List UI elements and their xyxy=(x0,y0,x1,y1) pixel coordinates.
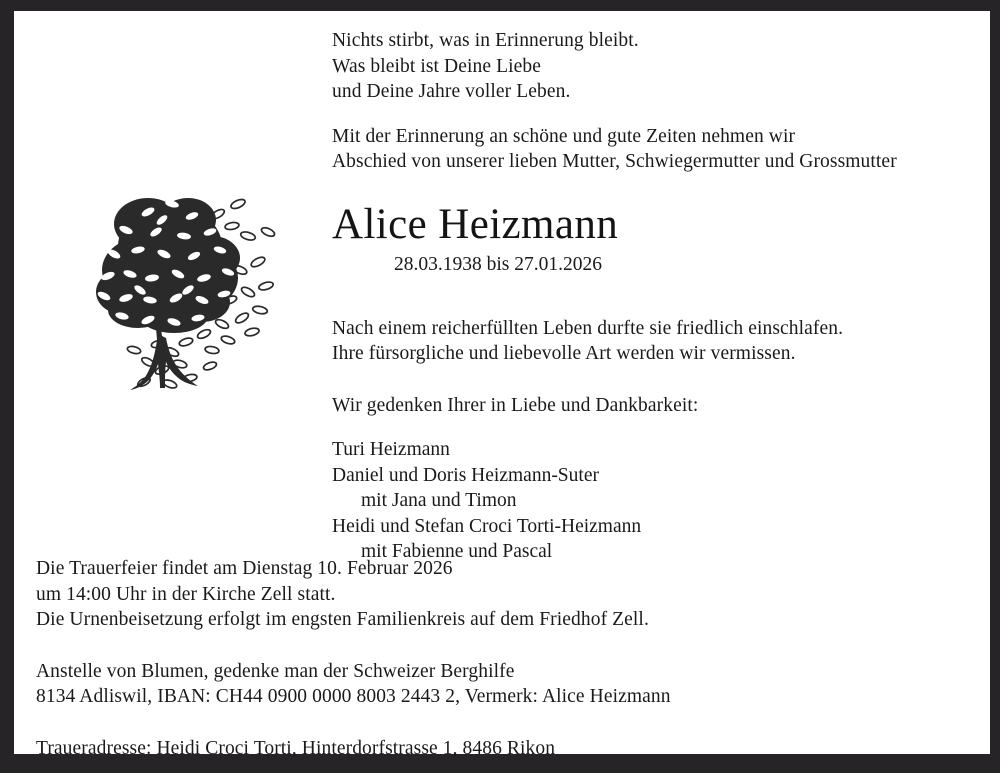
donation-line: 8134 Adliswil, IBAN: CH44 0900 0000 8003 2443 2, Vermerk: Alice Heizmann xyxy=(36,686,671,707)
service-details xyxy=(36,556,976,633)
announcement-text xyxy=(332,124,996,175)
border-left xyxy=(0,0,14,773)
family-member: Daniel und Doris Heizmann-Suter xyxy=(332,464,599,486)
service-line: Die Urnenbeisetzung erfolgt im engsten Familienkreis auf dem Friedhof Zell. xyxy=(36,609,649,630)
epitaph-line: und Deine Jahre voller Leben. xyxy=(332,81,571,102)
tree-illustration xyxy=(52,174,278,404)
deceased-block xyxy=(332,201,996,278)
tribute-line: Ihre fürsorgliche und liebevolle Art werden wir vermissen. xyxy=(332,343,796,364)
notice-canvas xyxy=(14,11,990,759)
bottom-text-column xyxy=(36,556,976,761)
contact-address: Traueradresse: Heidi Croci Torti, Hinterdorfstrasse 1, 8486 Rikon xyxy=(36,737,556,759)
family-member: mit Jana und Timon xyxy=(361,490,517,511)
epitaph-line: Was bleibt ist Deine Liebe xyxy=(332,55,541,77)
spacer xyxy=(332,278,996,316)
announcement-line: Mit der Erinnerung an schöne und gute Zeiten nehmen wir xyxy=(332,125,796,147)
remembrance-heading: Wir gedenken Ihrer in Liebe und Dankbarkeit: xyxy=(332,394,699,416)
spacer xyxy=(332,105,996,124)
border-top xyxy=(0,0,1000,11)
service-line: um 14:00 Uhr in der Kirche Zell statt. xyxy=(36,583,336,605)
tribute-text xyxy=(332,316,996,367)
announcement-line: Abschied von unserer lieben Mutter, Schwiegermutter und Grossmutter xyxy=(332,151,897,172)
spacer xyxy=(332,367,996,393)
spacer xyxy=(36,633,976,659)
donation-details xyxy=(36,659,976,710)
tribute-line: Nach einem reicherfüllten Leben durfte sie friedlich einschlafen. xyxy=(332,317,844,339)
donation-line: Anstelle von Blumen, gedenke man der Schweizer Berghilfe xyxy=(36,660,515,682)
epitaph-verse xyxy=(332,28,996,105)
service-line: Die Trauerfeier findet am Dienstag 10. Februar 2026 xyxy=(36,558,453,579)
main-text-column xyxy=(332,28,996,565)
life-dates: 28.03.1938 bis 27.01.2026 xyxy=(394,253,603,275)
family-member: Heidi und Stefan Croci Torti-Heizmann xyxy=(332,515,642,537)
family-member: Turi Heizmann xyxy=(332,439,450,460)
spacer xyxy=(332,418,996,437)
spacer xyxy=(36,710,976,736)
family-list xyxy=(332,437,996,565)
epitaph-line: Nichts stirbt, was in Erinnerung bleibt. xyxy=(332,30,639,51)
family-member: mit Fabienne und Pascal xyxy=(361,541,553,562)
deceased-name: Alice Heizmann xyxy=(332,200,619,248)
